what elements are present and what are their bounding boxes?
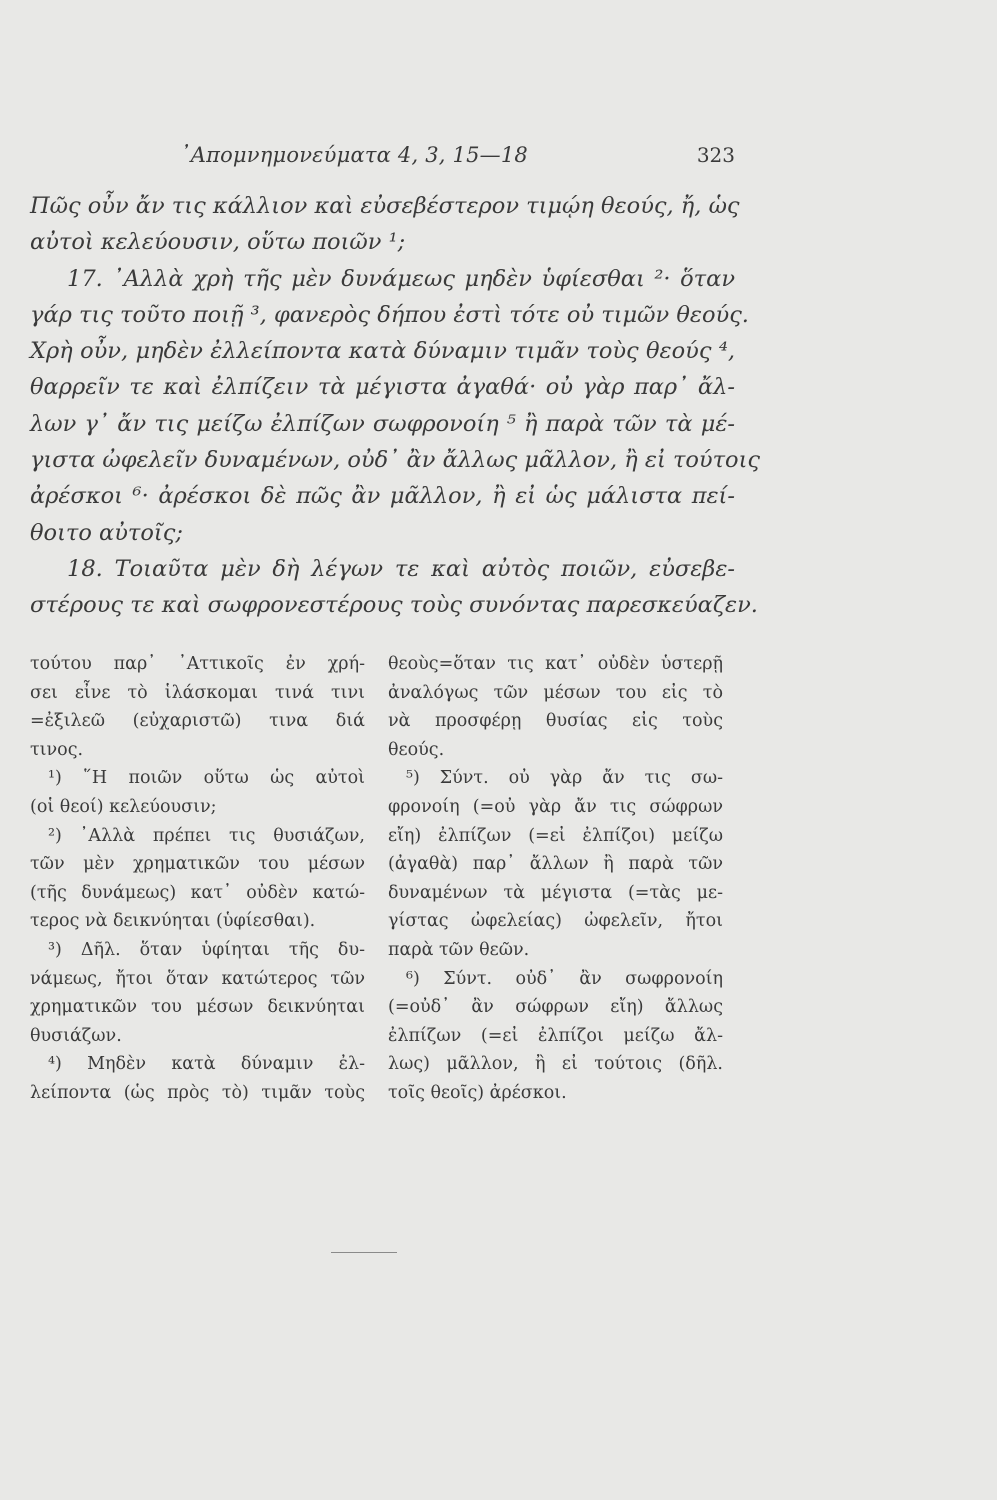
footnote-line: ³) Δῆλ. ὅταν ὑφίηται τῆς δυ- — [48, 939, 365, 960]
footnote-line: (=οὐδ᾿ ἂν σώφρων εἴη) ἄλλως — [388, 997, 723, 1018]
footnote-line: θεοὺς=ὅταν τις κατ᾿ οὐδὲν ὑστερῇ — [388, 654, 723, 674]
footnote-line: δυναμένων τὰ μέγιστα (=τὰς με- — [388, 882, 723, 903]
footnote-line: ⁵) Σύντ. οὐ γὰρ ἄν τις σω- — [406, 768, 723, 789]
main-text-line: λων γ᾿ ἄν τις μείζω ἐλπίζων σωφρονοίη ⁵ ἢ παρὰ τῶν τὰ μέ- — [30, 410, 735, 437]
main-text — [30, 188, 761, 624]
footnote-line: ⁴) Μηδὲν κατὰ δύναμιν ἐλ- — [48, 1054, 365, 1075]
running-head — [0, 143, 997, 173]
footnote-line: χρηματικῶν του μέσων δεικνύηται — [30, 997, 365, 1018]
footnote-line: νὰ προσφέρῃ θυσίας εἰς τοὺς — [388, 711, 723, 732]
main-text-line: θοιτο αὐτοῖς; — [30, 519, 183, 546]
signature-rule — [331, 1252, 397, 1253]
footnote-line: τοῖς θεοῖς) ἀρέσκοι. — [388, 1082, 567, 1103]
main-text-line: γιστα ὠφελεῖν δυναμένων, οὐδ᾿ ἂν ἄλλως μᾶλλον, ἢ εἰ τούτοις — [30, 447, 761, 474]
main-text-line: στέρους τε καὶ σωφρονεστέρους τοὺς συνόντας παρεσκεύαζεν. — [30, 592, 758, 619]
main-text-line: γάρ τις τοῦτο ποιῇ ³, φανερὸς δήπου ἐστὶ τότε οὐ τιμῶν θεούς. — [30, 301, 749, 328]
main-text-line: 18. Τοιαῦτα μὲν δὴ λέγων τε καὶ αὐτὸς ποιῶν, εὐσεβε- — [67, 555, 735, 582]
footnote-line: λείποντα (ὡς πρὸς τὸ) τιμᾶν τοὺς — [30, 1082, 365, 1103]
main-text-line: Χρὴ οὖν, μηδὲν ἐλλείποντα κατὰ δύναμιν τιμᾶν τοὺς θεούς ⁴, — [30, 338, 735, 365]
footnotes-right-column — [388, 650, 723, 1108]
main-text-line: ἀρέσκοι ⁶· ἀρέσκοι δὲ πῶς ἂν μᾶλλον, ἢ εἰ ὡς μάλιστα πεί- — [30, 483, 735, 510]
running-title: ᾿Απομνημονεύματα 4, 3, 15—18 — [180, 143, 528, 167]
footnote-line: (ἀγαθὰ) παρ᾿ ἄλλων ἢ παρὰ τῶν — [388, 854, 723, 875]
main-text-line: 17. ᾿Αλλὰ χρὴ τῆς μὲν δυνάμεως μηδὲν ὑφίεσθαι ²· ὅταν — [67, 265, 735, 292]
footnote-line: νάμεως, ἤτοι ὅταν κατώτερος τῶν — [30, 968, 365, 989]
footnote-line: τούτου παρ᾿ ᾿Αττικοῖς ἐν χρή- — [30, 654, 365, 674]
footnote-line: ²) ᾿Αλλὰ πρέπει τις θυσιάζων, — [48, 825, 365, 846]
footnote-line: θυσιάζων. — [30, 1025, 122, 1046]
footnote-line: λως) μᾶλλον, ἢ εἰ τούτοις (δῆλ. — [388, 1054, 723, 1075]
footnote-line: (οἱ θεοί) κελεύουσιν; — [30, 796, 217, 817]
footnote-line: σει εἶνε τὸ ἱλάσκομαι τινά τινι — [30, 682, 365, 703]
main-text-line: θαρρεῖν τε καὶ ἐλπίζειν τὰ μέγιστα ἀγαθά· οὐ γὰρ παρ᾿ ἄλ- — [30, 374, 735, 401]
footnote-line: τινος. — [30, 739, 84, 760]
page-number: 323 — [696, 143, 735, 167]
footnote-line: ἀναλόγως τῶν μέσων του εἰς τὸ — [388, 682, 723, 703]
footnote-line: παρὰ τῶν θεῶν. — [388, 939, 530, 960]
footnote-line: ἐλπίζων (=εἰ ἐλπίζοι μείζω ἄλ- — [388, 1025, 723, 1046]
footnote-line: τῶν μὲν χρηματικῶν του μέσων — [30, 854, 365, 875]
footnote-line: =ἐξιλεῶ (εὐχαριστῶ) τινα διά — [30, 711, 365, 732]
footnote-line: τερος νὰ δεικνύηται (ὑφίεσθαι). — [30, 911, 316, 932]
footnote-line: γίστας ὠφελείας) ὠφελεῖν, ἤτοι — [388, 911, 723, 932]
footnotes-left-column — [30, 650, 365, 1108]
main-text-line: Πῶς οὖν ἄν τις κάλλιον καὶ εὐσεβέστερον τιμῴη θεούς, ἤ, ὡς — [30, 193, 740, 219]
footnote-line: εἴη) ἐλπίζων (=εἰ ἐλπίζοι) μείζω — [388, 825, 723, 846]
main-text-line: αὐτοὶ κελεύουσιν, οὕτω ποιῶν ¹; — [30, 229, 406, 256]
footnote-line: θεούς. — [388, 739, 445, 760]
footnote-line: (τῆς δυνάμεως) κατ᾿ οὐδὲν κατώ- — [30, 882, 365, 903]
footnote-line: φρονοίη (=οὐ γὰρ ἄν τις σώφρων — [388, 796, 723, 817]
footnote-line: ¹) ῞Η ποιῶν οὕτω ὡς αὐτοὶ — [48, 768, 365, 789]
footnote-line: ⁶) Σύντ. οὐδ᾿ ἂν σωφρονοίη — [406, 968, 723, 989]
